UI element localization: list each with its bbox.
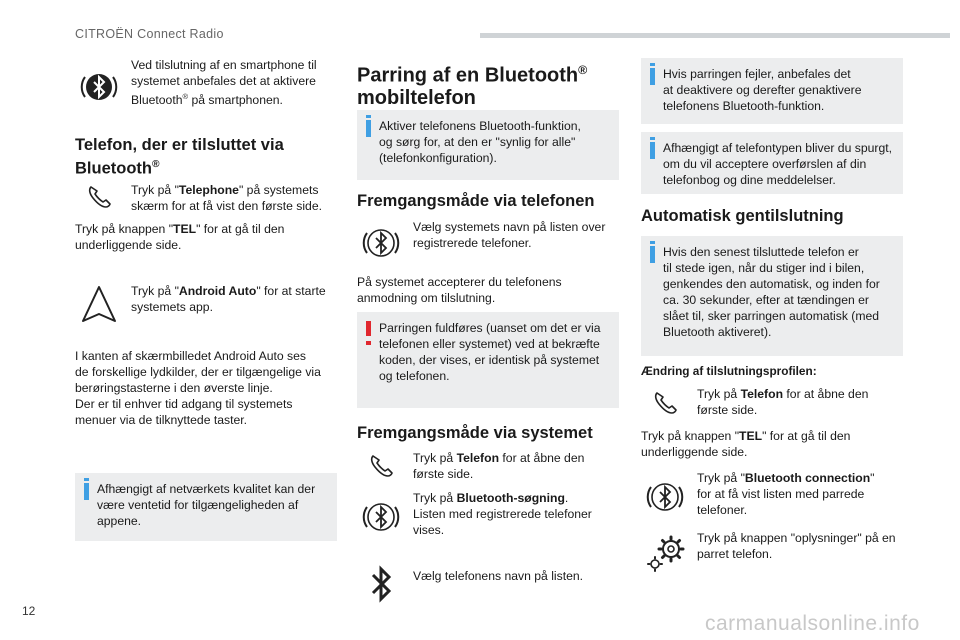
header-rule: [480, 33, 950, 38]
heading-auto-reconnect: Automatisk gentilslutning: [641, 207, 844, 225]
info-button-step: Tryk på knappen "oplysninger" på en parret telefon.: [697, 531, 896, 561]
bluetooth-search-icon: [358, 494, 404, 540]
bluetooth-icon: [358, 220, 404, 266]
bluetooth-connection-icon: [642, 474, 688, 520]
heading-via-system: Fremgangsmåde via systemet: [357, 424, 593, 442]
auto-reconnect-note: Hvis den senest tilsluttede telefon er til stede igen, når du stiger ind i bilen, genkendes den automatisk, og inden for ca. 30 sekunder, efter at tændingen er slået til, sker parringen automatisk (med Bluetooth aktiveret).: [641, 236, 903, 356]
profile-phone-step: Tryk på Telefon for at åbne den første side.: [697, 387, 869, 417]
accept-request-text: På systemet accepterer du telefonens anmodning om tilslutning.: [357, 275, 562, 305]
system-phone-step: Tryk på Telefon for at åbne den første side.: [413, 451, 585, 481]
info-marker: [650, 142, 655, 159]
info-marker: [650, 68, 655, 85]
bluetooth-search-step: Tryk på Bluetooth-søgning. Listen med registrerede telefoner vises.: [413, 491, 592, 537]
info-marker: [650, 246, 655, 263]
header-title: CITROËN Connect Radio: [75, 27, 224, 41]
bluetooth-icon: [76, 64, 122, 110]
tel-button-text: Tryk på knappen "TEL" for at gå til den underliggende side.: [75, 222, 285, 252]
bluetooth-connection-step: Tryk på "Bluetooth connection" for at få vist listen med parrede telefoner.: [697, 471, 875, 517]
phone-icon: [86, 183, 114, 211]
bluetooth-symbol-icon: [368, 562, 394, 608]
pairing-title: Parring af en Bluetooth® mobiltelefon: [357, 63, 588, 109]
phonebook-transfer-note: Afhængigt af telefontypen bliver du spurgt, om du vil acceptere overførslen af din telefonbog og dine meddelelser.: [641, 132, 903, 194]
android-auto-paragraph: I kanten af skærmbilledet Android Auto ses de forskellige lydkilder, der er tilgængelige via berøringstasterne i den øverste linje. Der er til enhver tid adgang til systemets menuer via de tilknyttede taster.: [75, 349, 321, 427]
page-header: [0, 0, 960, 40]
settings-gear-icon: [646, 530, 688, 574]
pairing-warning: Parringen fuldføres (uanset om det er via telefonen eller systemet) ved at bekræfte koden, der vises, er identisk på systemet og telefonen.: [357, 312, 619, 408]
info-marker: [84, 483, 89, 500]
phone-icon: [368, 452, 396, 480]
phone-select-step: Vælg systemets navn på listen over registrerede telefoner.: [413, 220, 606, 250]
phone-icon: [652, 389, 680, 417]
android-auto-step: Tryk på "Android Auto" for at starte systemets app.: [131, 284, 326, 314]
heading-change-profile: Ændring af tilslutningsprofilen:: [641, 364, 817, 378]
info-marker: [366, 120, 371, 137]
intro-text: Ved tilslutning af en smartphone til systemet anbefales det at aktivere Bluetooth® på smartphonen.: [131, 58, 317, 108]
pairing-fail-note: Hvis parringen fejler, anbefales det at deaktivere og derefter genaktivere telefonens Bluetooth-funktion.: [641, 58, 903, 124]
android-auto-icon: [79, 283, 119, 327]
activate-bluetooth-note: Aktiver telefonens Bluetooth-funktion, og sørg for, at den er "synlig for alle" (telefonkonfiguration).: [357, 110, 619, 180]
watermark: carmanualsonline.info: [705, 612, 920, 635]
select-phone-name-step: Vælg telefonens navn på listen.: [413, 569, 584, 583]
network-note: Afhængigt af netværkets kvalitet kan der være ventetid for tilgængeligheden af appene.: [75, 473, 337, 541]
profile-tel-button-text: Tryk på knappen "TEL" for at gå til den underliggende side.: [641, 429, 851, 459]
section-heading-connected: Telefon, der er tilsluttet via Bluetooth®: [75, 136, 284, 178]
heading-via-phone: Fremgangsmåde via telefonen: [357, 192, 595, 210]
warning-marker: [366, 321, 371, 336]
page-number: 12: [22, 604, 36, 618]
telephone-step: Tryk på "Telephone" på systemets skærm for at få vist den første side.: [131, 183, 322, 213]
